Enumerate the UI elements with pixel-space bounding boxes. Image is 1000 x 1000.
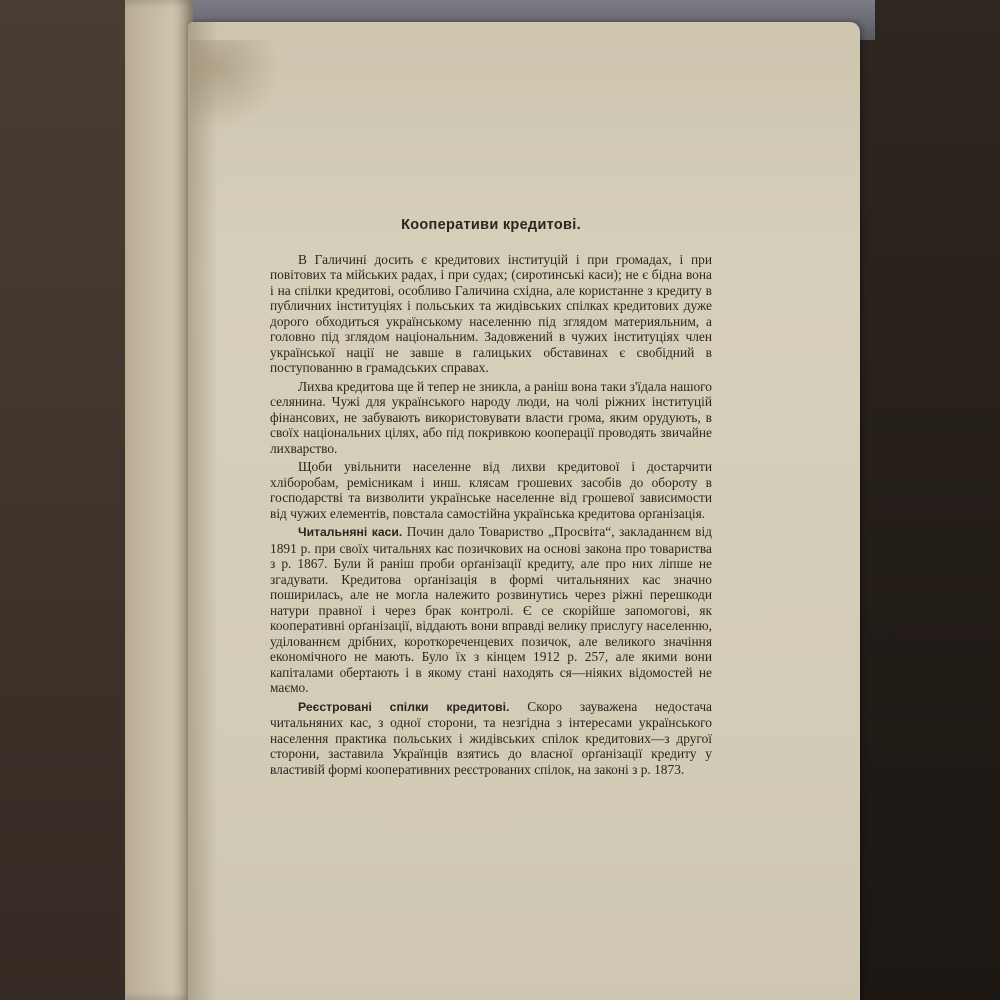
previous-page-edge (125, 0, 193, 1000)
page-text-block (270, 210, 712, 780)
paragraph-text: Щоби увільнити населенне від лихви кредитової і достарчити хліборобам, ремісникам і инш. клясам грошевих засобів до обороту в господарстві та визволити українське населенне від грошевої зависимости від чужих елементів, повстала самостійна українська кредитова орґанізація. (270, 459, 712, 521)
section-heading: Читальняні каси. (298, 525, 403, 539)
paragraph-text: Скоро зауважена недостача читальняних кас, з одної сторони, та незгідна з інтересами українського населення практика польських і жидівських спілок кредитових—з другої сторони, заставила Українців взятись до власної орґанізації кредиту у властивій формі кооперативних реєстрованих спілок, на законі з р. 1873. (270, 698, 713, 777)
table-surface-right (860, 0, 1000, 1000)
page-title: Кооперативи кредитові. (401, 217, 581, 233)
paragraph (270, 524, 712, 696)
section-heading: Реєстровані спілки кредитові. (298, 699, 510, 714)
paragraph-text: Почин дало Товариство „Просвіта“, закладаннєм від 1891 р. при своїх читальнях кас позичкових на основі закона про товариства з р. 1867. Були й раніш проби орґанізації кредиту, але про них ліпше не згадувати. Кредитова орґанізація в формі читальняних кас значно поширилась, але не могла належито розвинутись через ріжні перешкоди натури правної і через брак контролі. Є се скорійше запомогові, як кооперативні орґанізації, віддають вони вправді велику прислугу населенню, уділованнєм дрібних, короткореченцевих позичок, але великого значіння економічного не мають. Було їх з кінцем 1912 р. 257, але якими вони капіталами обертають і в якому стані находять ся—ніяких відомостей не маємо. (270, 524, 712, 695)
paragraph (270, 252, 712, 376)
paragraph-text: В Галичині досить є кредитових інституцій і при громадах, і при повітових та мійських радах, і при судах; (сиротинські каси); не є бідна вона і на спілки кредитові, особливо Галичина східна, але користанне з кредиту в публичних інституціях і польських та жидівських спілках кредитових дуже дорого обходиться українському населенню під зглядом материяльним, а головно під зглядом національним. Задовжений в чужих інституціях член української нації не завше в галицьких обставинах є свобідний в поступованню в грамадських справах. (270, 251, 712, 375)
page-gutter-shadow (188, 22, 218, 1000)
paragraph (270, 379, 712, 457)
paragraph (270, 459, 712, 521)
paragraph (270, 699, 712, 778)
table-surface-left (0, 0, 130, 1000)
page-stain (190, 40, 280, 130)
paragraph-text: Лихва кредитова ще й тепер не зникла, а раніш вона таки з'їдала нашого селянина. Чужі для українського народу люди, на чолі ріжних інституцій фінансових, не забувають використовувати власти грома, яким орудують, в своїх національних цілях, або під покривкою кооперації проводять звичайне лихварство. (270, 378, 712, 456)
